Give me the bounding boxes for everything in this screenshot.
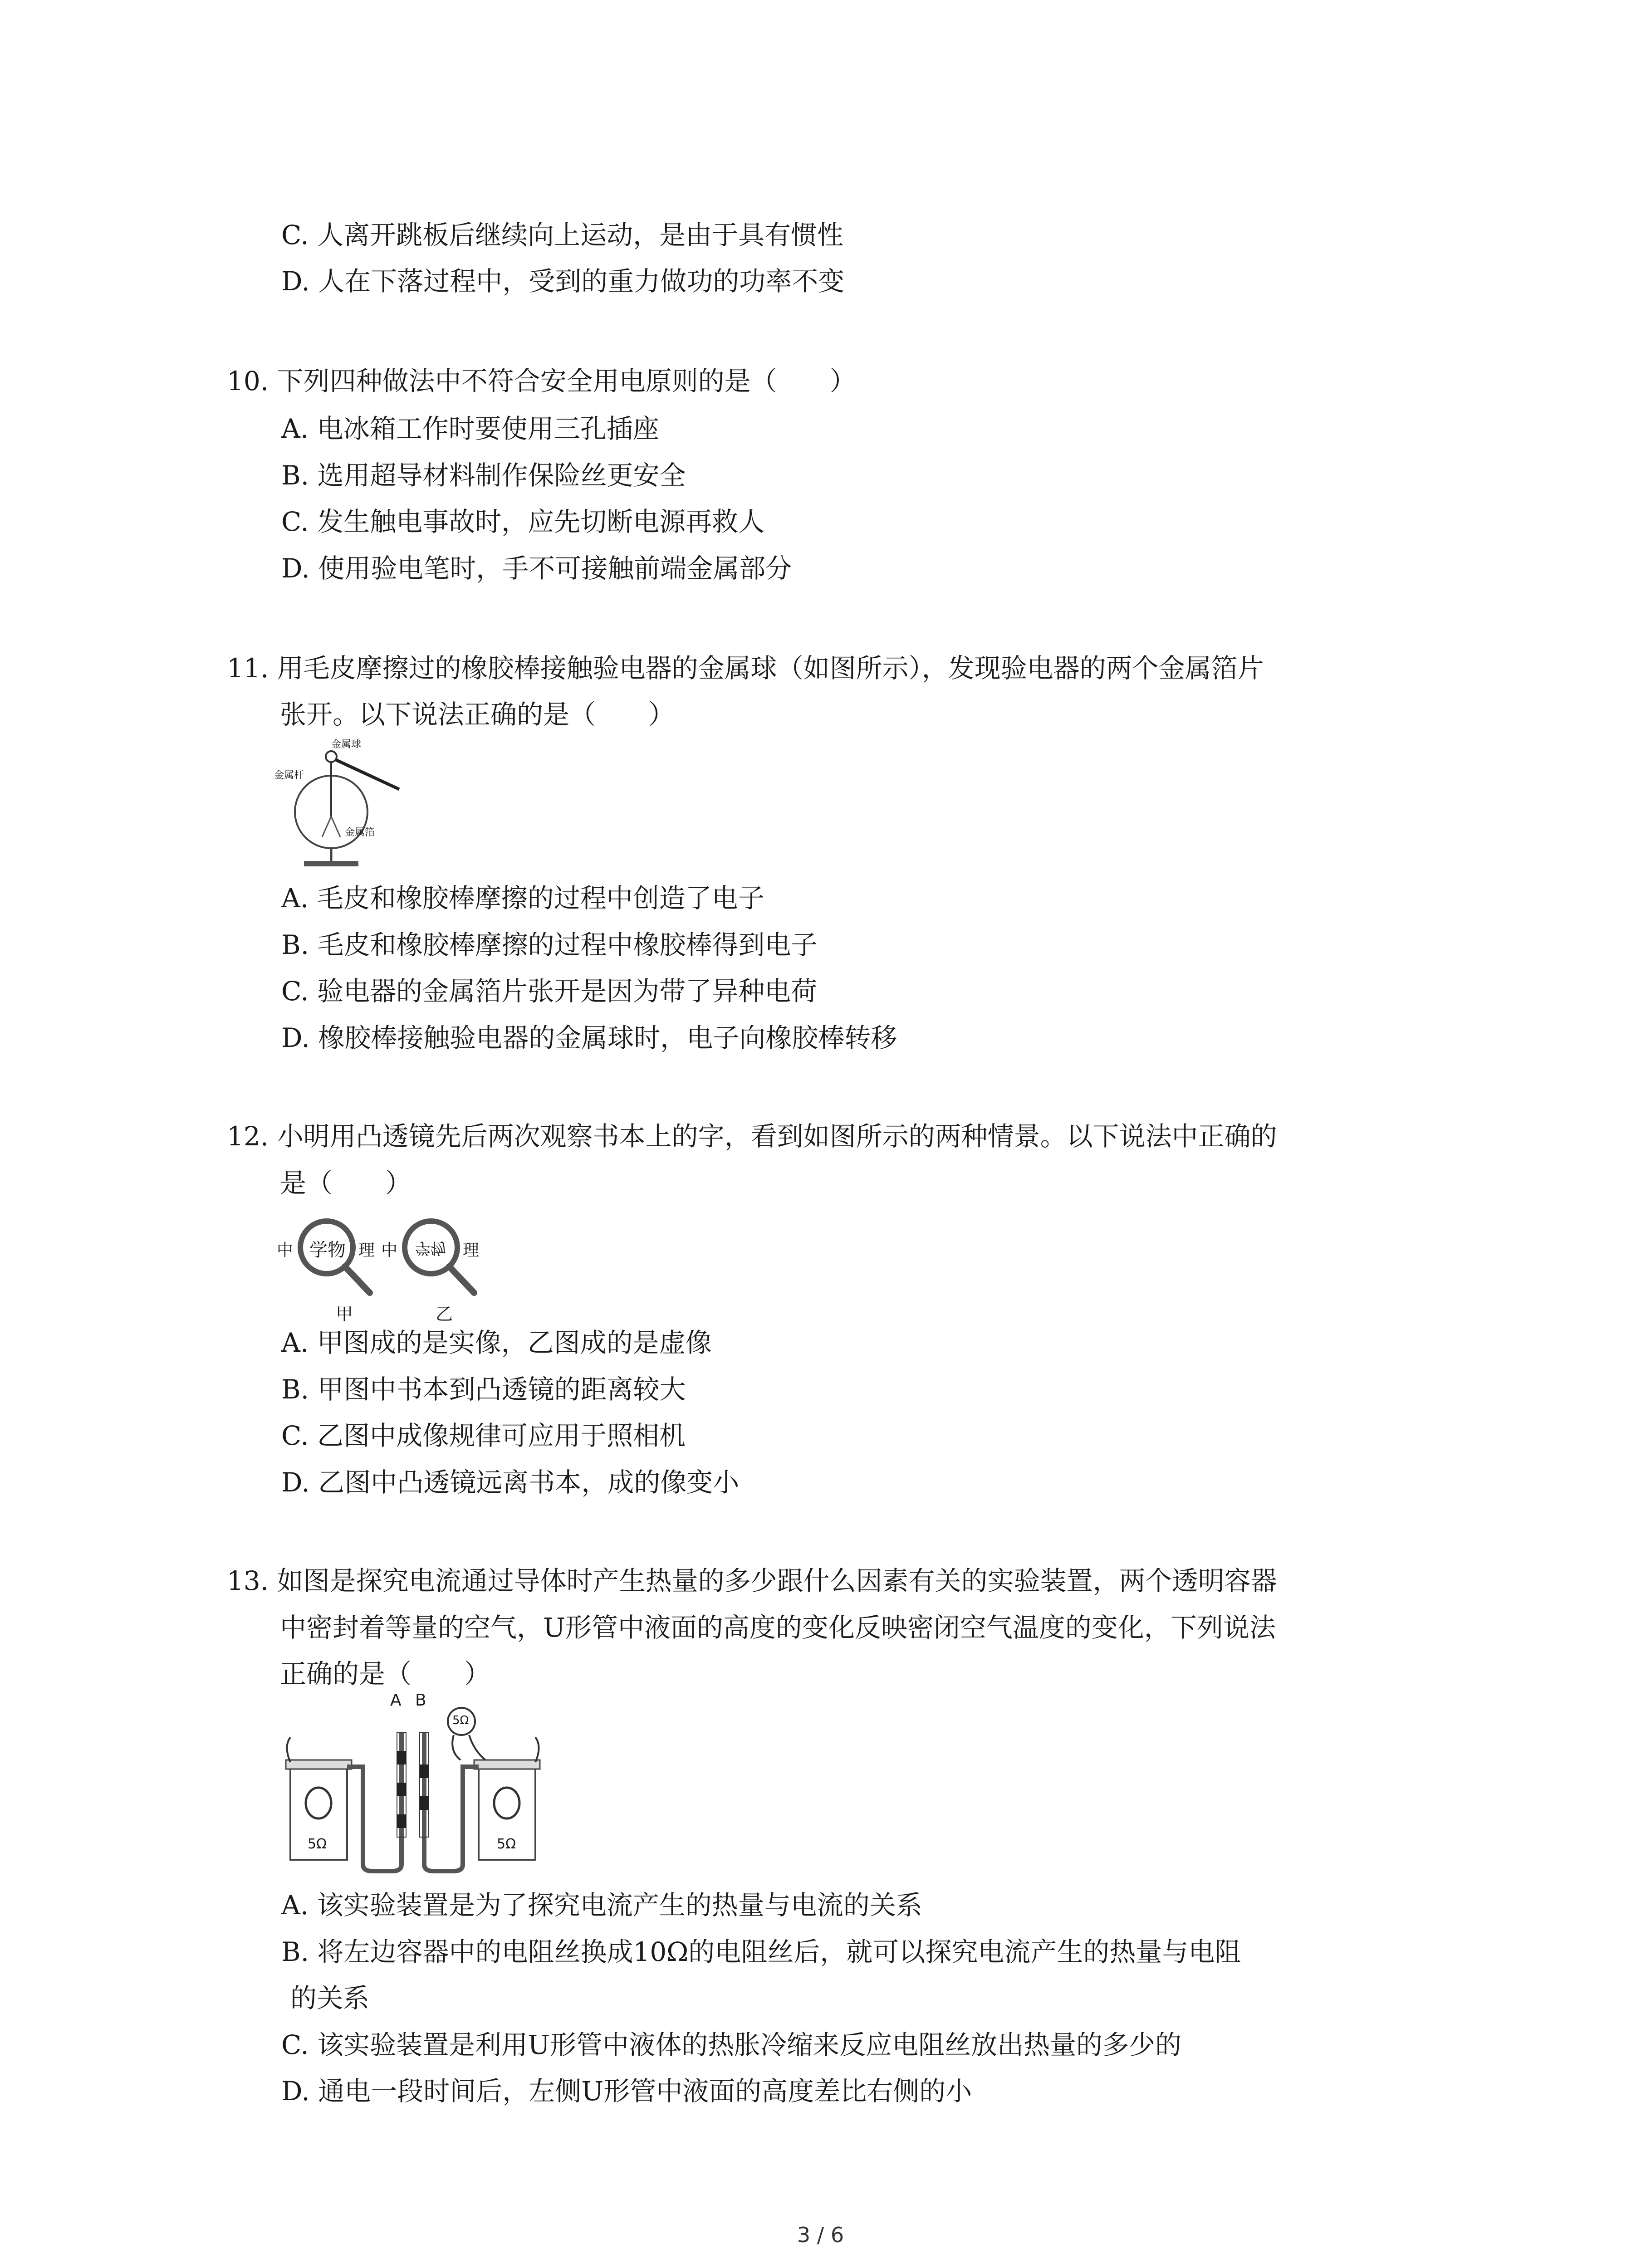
q12-stem-line1: 12. 小明用凸透镜先后两次观察书本上的字，看到如图所示的两种情景。以下说法中正确的 [227,1121,1277,1152]
resistor-right-label: 5Ω [497,1836,516,1852]
fig-a-right-char: 理 [358,1241,375,1260]
label-metal-rod: 金属杆 [274,770,304,781]
q13-stem-line1: 13. 如图是探究电流通过导体时产生热量的多少跟什么因素有关的实验装置，两个透明容器 [227,1565,1277,1596]
fig-b-right-char: 理 [463,1241,480,1260]
q13-stem-line2: 中密封着等量的空气，U形管中液面的高度的变化反映密闭空气温度的变化，下列说法 [280,1612,1276,1643]
resistor-left-label: 5Ω [308,1836,327,1852]
tube-label-a: A [390,1691,402,1710]
magnifier-figure [277,1216,513,1325]
fig-caption-a: 甲 [336,1304,353,1324]
joule-heating-apparatus [281,1691,544,1878]
q10-option-a: A. 电冰箱工作时要使用三孔插座 [281,413,659,444]
q12-stem-line2: 是（ ） [280,1168,412,1198]
q12-option-d: D. 乙图中凸透镜远离书本，成的像变小 [281,1467,740,1498]
q9-option-c: C. 人离开跳板后继续向上运动，是由于具有惯性 [281,220,844,250]
q12-option-b: B. 甲图中书本到凸透镜的距离较大 [281,1374,686,1405]
q11-option-c: C. 验电器的金属箔片张开是因为带了异种电荷 [281,976,818,1007]
q12-option-a: A. 甲图成的是实像，乙图成的是虚像 [281,1327,712,1358]
electroscope-figure [274,739,413,875]
q10-option-c: C. 发生触电事故时，应先切断电源再救人 [281,506,765,537]
label-metal-ball: 金属球 [331,739,362,750]
q13-option-d: D. 通电一段时间后，左侧U形管中液面的高度差比右侧的小 [281,2076,972,2107]
fig-a-lens-text: 学物 [309,1240,346,1261]
q11-stem-line2: 张开。以下说法正确的是（ ） [280,699,675,730]
q10-stem: 10. 下列四种做法中不符合安全用电原则的是（ ） [227,366,856,396]
q11-option-b: B. 毛皮和橡胶棒摩擦的过程中橡胶棒得到电子 [281,929,818,960]
resistor-top-label: 5Ω [452,1714,469,1727]
q11-option-d: D. 橡胶棒接触验电器的金属球时，电子向橡胶棒转移 [281,1022,897,1053]
label-metal-foil: 金属箔 [345,827,375,838]
q10-option-d: D. 使用验电笔时，手不可接触前端金属部分 [281,553,792,584]
fig-caption-b: 乙 [436,1304,453,1324]
q11-stem-line1: 11. 用毛皮摩擦过的橡胶棒接触验电器的金属球（如图所示），发现验电器的两个金属箔片 [227,653,1264,684]
q13-stem-line3: 正确的是（ ） [280,1658,491,1689]
q13-option-a: A. 该实验装置是为了探究电流产生的热量与电流的关系 [281,1890,922,1921]
q13-option-b-line2: 的关系 [290,1983,370,2014]
fig-b-lens-text: 学物 [415,1239,446,1257]
q13-option-c: C. 该实验装置是利用U形管中液体的热胀冷缩来反应电阻丝放出热量的多少的 [281,2029,1182,2060]
q11-option-a: A. 毛皮和橡胶棒摩擦的过程中创造了电子 [281,883,764,914]
q13-option-b-line1: B. 将左边容器中的电阻丝换成10Ω的电阻丝后，就可以探究电流产生的热量与电阻 [281,1936,1241,1967]
tube-label-b: B [415,1691,426,1710]
q10-option-b: B. 选用超导材料制作保险丝更安全 [281,460,686,491]
page-number: 3 / 6 [797,2223,844,2247]
fig-b-left-char: 中 [381,1241,398,1260]
q9-option-d: D. 人在下落过程中，受到的重力做功的功率不变 [281,266,845,297]
q12-option-c: C. 乙图中成像规律可应用于照相机 [281,1420,686,1451]
fig-a-left-char: 中 [277,1241,294,1260]
